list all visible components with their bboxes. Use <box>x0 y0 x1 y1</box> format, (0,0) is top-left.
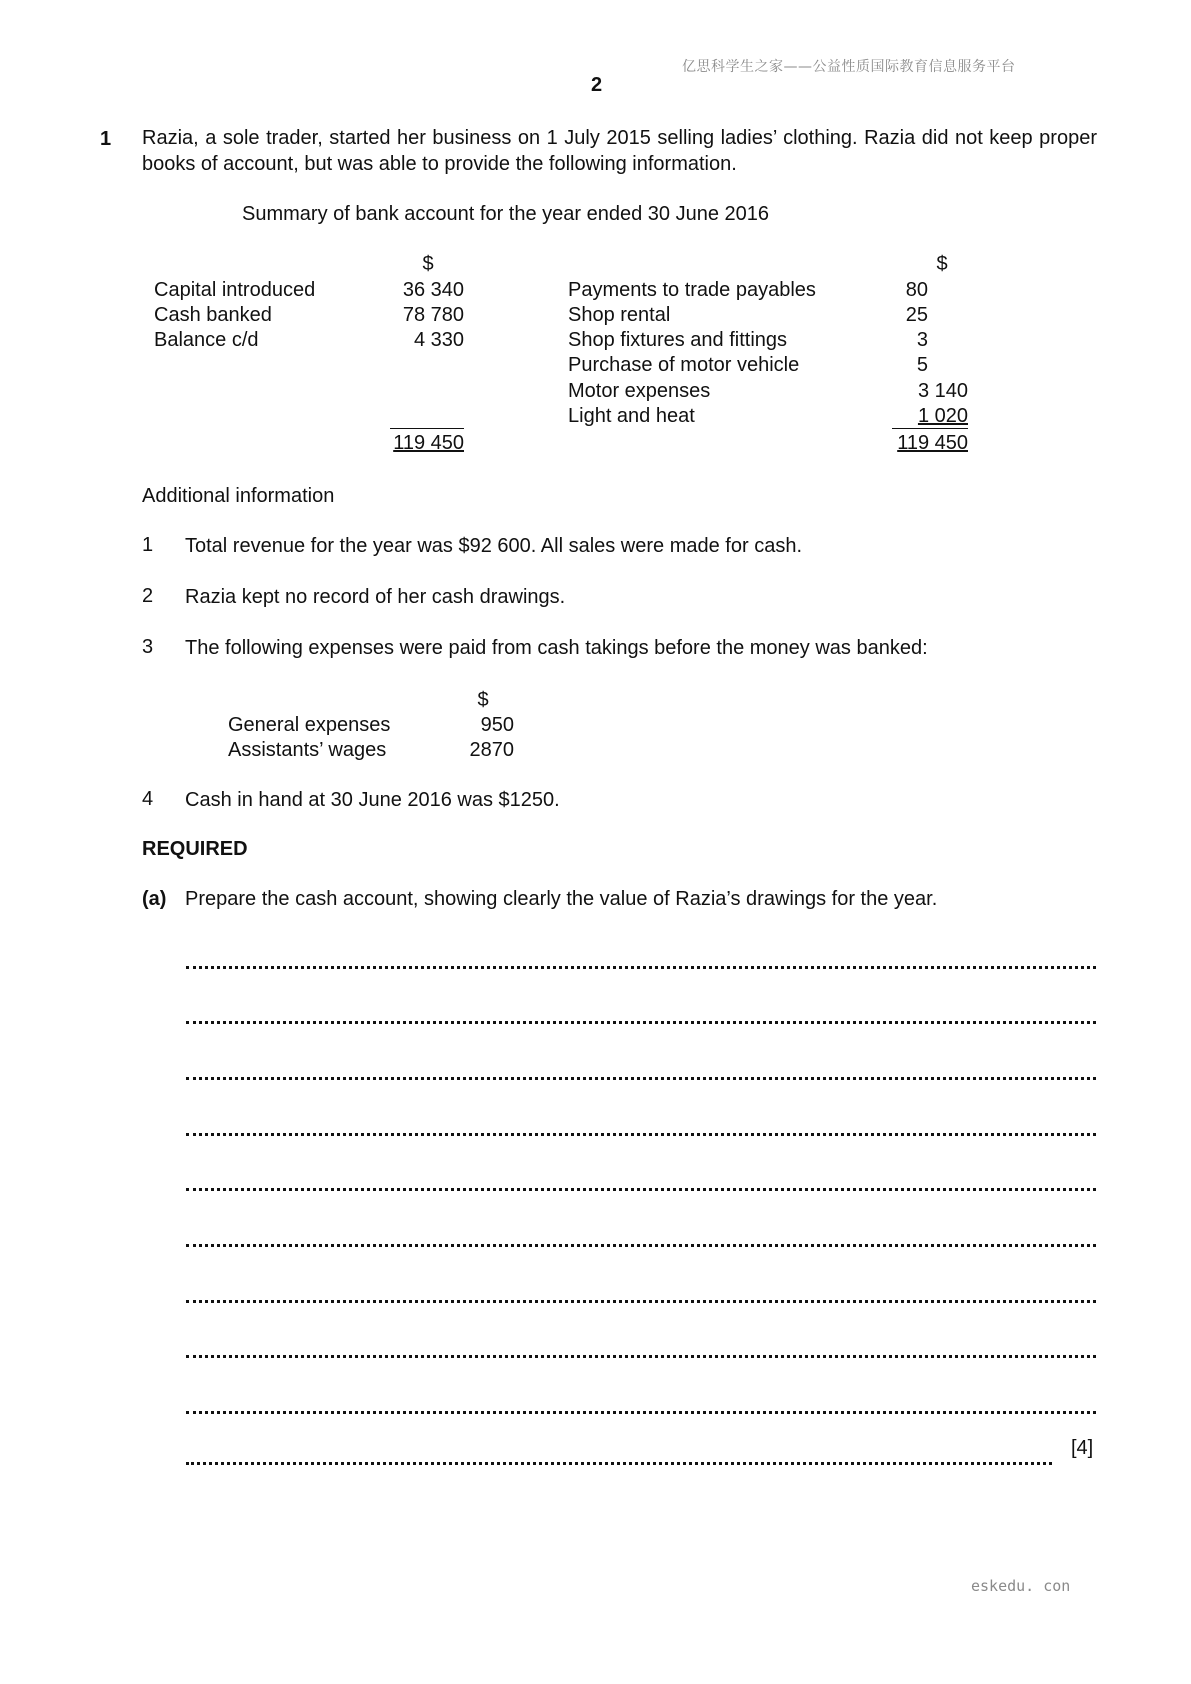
expense-label-general: General expenses <box>228 714 391 736</box>
additional-item-4-number: 4 <box>142 788 154 810</box>
answer-line[interactable] <box>186 1355 1096 1358</box>
debit-label-balance: Balance c/d <box>154 329 259 351</box>
credit-amount-rental: 25 <box>905 304 928 326</box>
additional-heading: Additional information <box>142 485 335 507</box>
expense-label-wages: Assistants’ wages <box>228 739 387 761</box>
answer-line[interactable] <box>186 1021 1096 1024</box>
expenses-currency-header: $ <box>477 689 489 711</box>
watermark-bottom: eskedu. con <box>971 1577 1071 1595</box>
credit-label-fixtures: Shop fixtures and fittings <box>568 329 788 351</box>
part-a-text: Prepare the cash account, showing clearly the value of Razia’s drawings for the year. <box>185 888 938 910</box>
expense-amount-general: 950 <box>480 714 514 736</box>
debit-amount-cash-banked: 78 780 <box>402 304 464 326</box>
answer-line[interactable] <box>186 1411 1096 1414</box>
answer-line[interactable] <box>186 1244 1096 1247</box>
credit-label-rental: Shop rental <box>568 304 671 326</box>
debit-total-rule <box>390 428 464 429</box>
debit-amount-balance: 4 330 <box>413 329 464 351</box>
answer-line[interactable] <box>186 1462 1052 1465</box>
question-number: 1 <box>100 128 112 150</box>
answer-line[interactable] <box>186 1133 1096 1136</box>
credit-currency-header: $ <box>936 253 948 275</box>
credit-total-rule <box>892 428 968 429</box>
credit-amount-motor: 3 140 <box>917 380 968 402</box>
credit-label-motor: Motor expenses <box>568 380 711 402</box>
additional-item-1-number: 1 <box>142 534 154 556</box>
additional-item-3-number: 3 <box>142 636 154 658</box>
debit-total: 119 450 <box>393 432 464 454</box>
answer-line[interactable] <box>186 1300 1096 1303</box>
credit-total: 119 450 <box>897 432 968 454</box>
debit-label-cash-banked: Cash banked <box>154 304 272 326</box>
watermark-top: 亿思科学生之家——公益性质国际教育信息服务平台 <box>682 59 1016 75</box>
expense-amount-wages: 2870 <box>469 739 514 761</box>
page-number: 2 <box>591 74 603 96</box>
answer-line[interactable] <box>186 966 1096 969</box>
debit-currency-header: $ <box>422 253 434 275</box>
credit-amount-vehicle: 5 <box>916 354 928 376</box>
answer-line[interactable] <box>186 1077 1096 1080</box>
question-intro: Razia, a sole trader, started her business on 1 July 2015 selling ladies’ clothing. Razia did not keep proper books of account, but was able to provide the following information. <box>142 127 1097 175</box>
credit-label-payables: Payments to trade payables <box>568 279 816 301</box>
credit-amount-payables: 80 <box>905 279 928 301</box>
debit-label-capital: Capital introduced <box>154 279 316 301</box>
answer-line[interactable] <box>186 1188 1096 1191</box>
additional-item-3-text: The following expenses were paid from cash takings before the money was banked: <box>185 637 928 659</box>
credit-amount-fixtures: 3 <box>916 329 928 351</box>
marks-label: [4] <box>1071 1437 1094 1459</box>
credit-label-light: Light and heat <box>568 405 695 427</box>
credit-amount-light: 1 020 <box>917 405 968 427</box>
additional-item-4-text: Cash in hand at 30 June 2016 was $1250. <box>185 789 560 811</box>
bank-summary-title: Summary of bank account for the year ended 30 June 2016 <box>242 203 770 225</box>
debit-amount-capital: 36 340 <box>402 279 464 301</box>
credit-label-vehicle: Purchase of motor vehicle <box>568 354 800 376</box>
required-heading: REQUIRED <box>142 838 248 860</box>
additional-item-1-text: Total revenue for the year was $92 600. All sales were made for cash. <box>185 535 803 557</box>
additional-item-2-number: 2 <box>142 585 154 607</box>
part-a-label: (a) <box>142 888 167 910</box>
additional-item-2-text: Razia kept no record of her cash drawings. <box>185 586 566 608</box>
